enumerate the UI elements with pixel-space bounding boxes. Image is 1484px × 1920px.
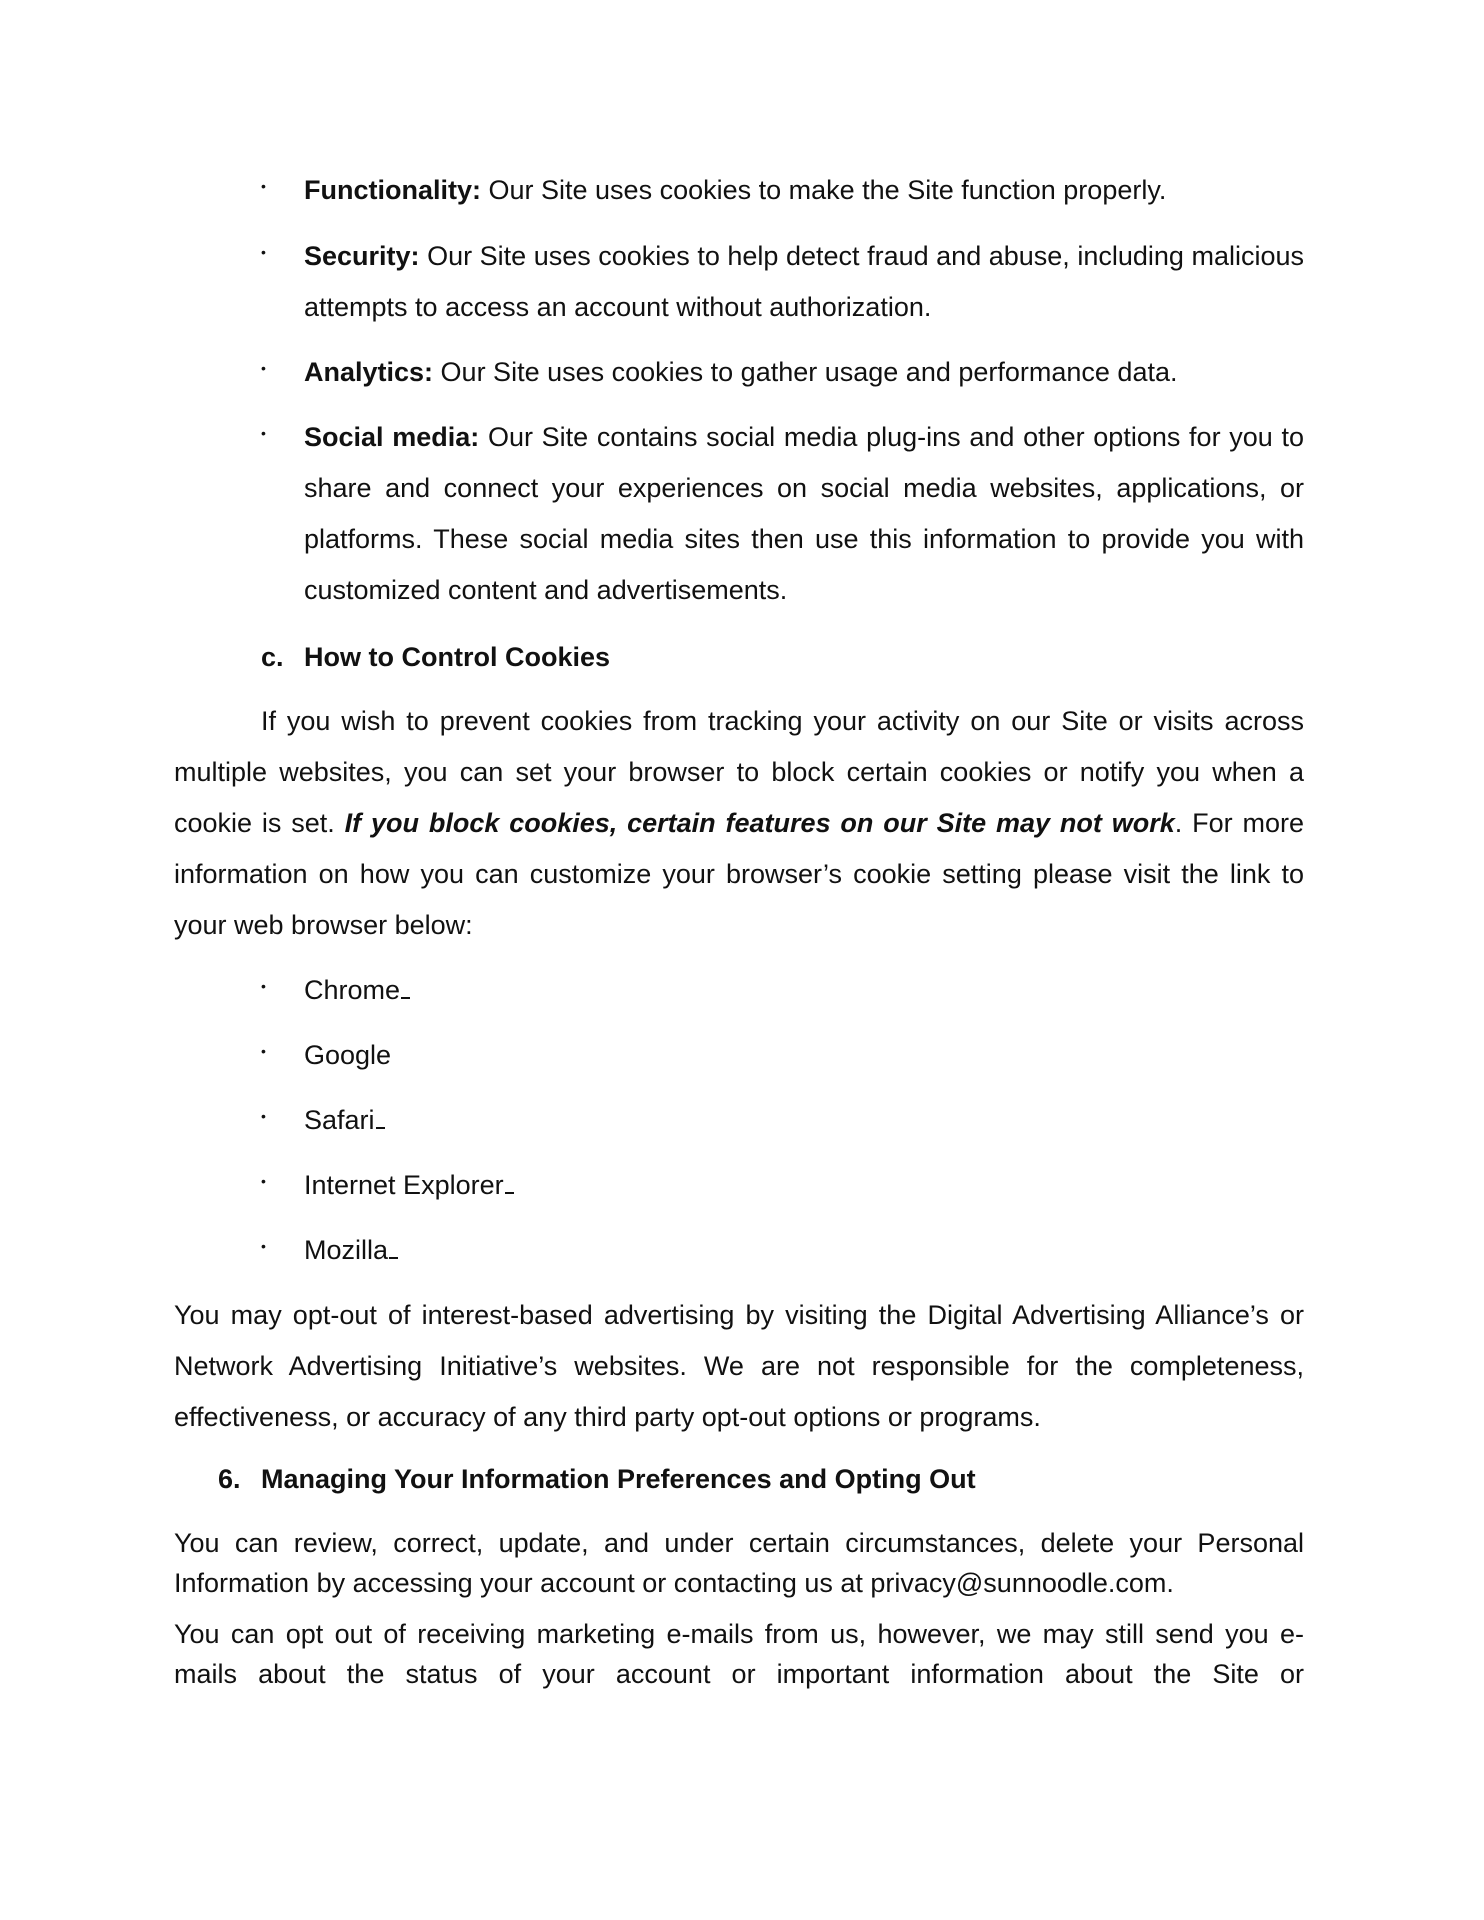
browser-link-safari[interactable]: Safari bbox=[304, 1105, 375, 1135]
bullet: • bbox=[261, 360, 266, 376]
opt-out-paragraph: You may opt-out of interest-based advertising by visiting the Digital Advertising Alliance’s or Network Advertising Initiative’s websites. We are not responsible for the completeness, effectiveness, or accuracy of any third party opt-out options or programs. bbox=[174, 1300, 1304, 1432]
browser-link-google[interactable]: Google bbox=[304, 1040, 392, 1070]
review-paragraph: You can review, correct, update, and under certain circumstances, delete your Personal Information by accessing your account or contacting us at privacy@sunnoodle.com. bbox=[174, 1528, 1304, 1598]
bullet: • bbox=[261, 425, 266, 441]
bullet: • bbox=[261, 978, 266, 994]
bullet: • bbox=[261, 244, 266, 260]
bullet: • bbox=[261, 1108, 266, 1124]
section-heading-6 bbox=[218, 1454, 976, 1505]
list-item-text: Analytics: Our Site uses cookies to gather usage and performance data. bbox=[304, 357, 1178, 387]
section-title: How to Control Cookies bbox=[304, 642, 610, 672]
list-term: Analytics: bbox=[304, 357, 434, 387]
list-item-text: Security: Our Site uses cookies to help detect fraud and abuse, including malicious attempts to access an account without authorization. bbox=[304, 241, 1304, 322]
bullet: • bbox=[261, 178, 266, 194]
link-underline bbox=[389, 1257, 398, 1259]
link-underline bbox=[505, 1192, 514, 1194]
section-label: 6. bbox=[218, 1464, 241, 1494]
section-title: Managing Your Information Preferences and Opting Out bbox=[261, 1464, 976, 1494]
link-underline bbox=[401, 997, 410, 999]
list-item-text: Functionality: Our Site uses cookies to make the Site function properly. bbox=[304, 175, 1167, 205]
list-term: Security: bbox=[304, 241, 420, 271]
section-label: c. bbox=[261, 642, 284, 672]
document-page bbox=[174, 0, 1304, 1920]
browser-link-chrome[interactable]: Chrome bbox=[304, 975, 401, 1005]
bullet: • bbox=[261, 1173, 266, 1189]
list-term: Functionality: bbox=[304, 175, 481, 205]
browser-link-internet-explorer[interactable]: Internet Explorer bbox=[304, 1170, 504, 1200]
bullet: • bbox=[261, 1043, 266, 1059]
bullet: • bbox=[261, 1238, 266, 1254]
warning-emphasis: If you block cookies, certain features on our Site may not work bbox=[344, 808, 1175, 838]
section-heading-c bbox=[261, 632, 610, 683]
marketing-paragraph: You can opt out of receiving marketing e-mails from us, however, we may still send you e-mails about the status of your account or important information about the Site or bbox=[174, 1619, 1304, 1689]
browser-link-mozilla[interactable]: Mozilla bbox=[304, 1235, 389, 1265]
list-term: Social media: bbox=[304, 422, 480, 452]
list-item-text: Social media: Our Site contains social media plug-ins and other options for you to share and connect your experiences on social media websites, applications, or platforms. These social media sites then use this information to provide you with customized content and advertisements. bbox=[304, 422, 1304, 605]
link-underline bbox=[376, 1127, 385, 1129]
control-cookies-paragraph: If you wish to prevent cookies from tracking your activity on our Site or visits across multiple websites, you can set your browser to block certain cookies or notify you when a cookie is set. If you block cookies, certain features on our Site may not work. For more information on how you can customize your browser’s cookie setting please visit the link to your web browser below: bbox=[174, 706, 1304, 940]
